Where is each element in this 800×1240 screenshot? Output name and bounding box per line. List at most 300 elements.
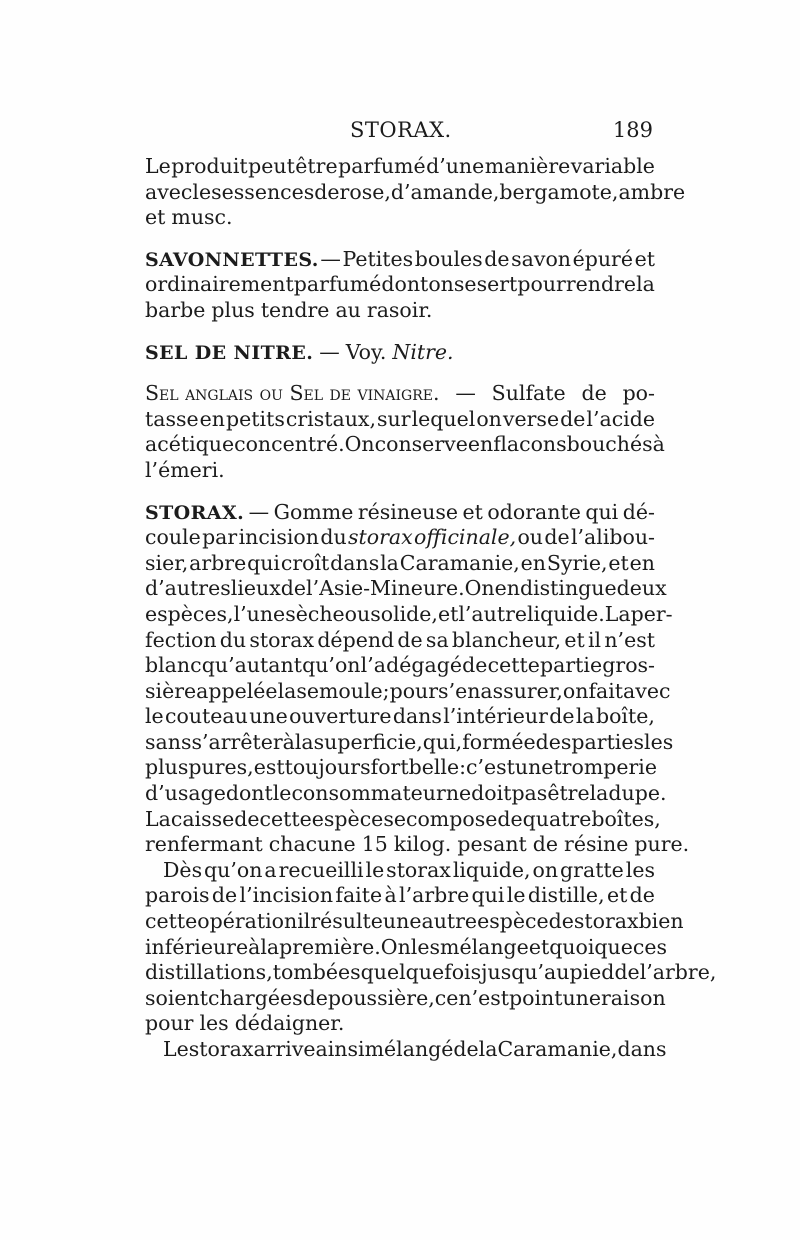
word: arrive (253, 1037, 316, 1061)
word: renfermant (145, 832, 263, 857)
word: l’alibou- (570, 525, 655, 550)
word: pour (389, 678, 439, 703)
word: une (249, 704, 288, 729)
text-line (145, 154, 655, 180)
word: par (202, 525, 238, 550)
word: pour (145, 1011, 194, 1036)
word: barbe (145, 297, 206, 322)
word: ouverture (289, 704, 392, 729)
word: concentré. (234, 432, 345, 457)
word: les (644, 729, 674, 754)
page-number: 189 (612, 118, 653, 142)
word: avec (145, 179, 193, 204)
word: ou (344, 601, 371, 626)
word: petits (226, 406, 285, 431)
word: se (383, 806, 406, 831)
word: storax (249, 627, 315, 652)
word: On (344, 432, 375, 457)
word: mélange (440, 934, 529, 959)
word: la (380, 550, 399, 575)
word: la (260, 934, 280, 959)
word: — (455, 381, 476, 406)
word: sert (476, 272, 518, 297)
word: une (514, 755, 554, 780)
word: épuré (572, 246, 633, 271)
word: d’une (426, 154, 485, 178)
word: à (282, 729, 295, 754)
word: à (248, 934, 261, 959)
word: jusqu’au (481, 960, 570, 985)
word: espèces, (145, 601, 234, 626)
text-line (145, 432, 665, 458)
text-line (145, 247, 655, 273)
word: boîtes, (591, 806, 661, 831)
word: rasoir. (366, 297, 433, 322)
word: la (277, 678, 297, 703)
word: du (320, 525, 347, 550)
word: sur (377, 406, 411, 431)
word: Caramanie, (399, 550, 520, 575)
word: kilog. (393, 832, 452, 857)
word: qu’on (204, 857, 263, 882)
body-text (145, 154, 717, 1063)
word: le (145, 704, 164, 729)
word: gratte (560, 857, 624, 882)
word: et (564, 627, 585, 652)
word: s’en (438, 678, 481, 703)
word: storax (386, 857, 451, 882)
word: blancheur, (451, 627, 562, 652)
word: de (234, 806, 260, 831)
word: flacons (493, 432, 567, 457)
word: parois (145, 883, 210, 908)
word: l’arbre, (639, 960, 717, 985)
text-line (145, 628, 655, 654)
page-header (145, 118, 653, 148)
word: : (459, 755, 466, 780)
text-line (145, 272, 655, 298)
word: liquide. (527, 601, 605, 626)
word: tasse (145, 406, 199, 431)
word: manière (484, 154, 571, 178)
word: On (464, 576, 495, 601)
word: Voy. (345, 339, 387, 364)
text-line (145, 755, 655, 781)
text-line (145, 500, 655, 526)
word: boules (414, 246, 483, 271)
text-line (145, 601, 673, 628)
word: plus (145, 755, 189, 780)
word: gros- (602, 653, 655, 678)
word: résineuse (357, 499, 459, 524)
word: rendre (565, 272, 637, 297)
word: de (560, 406, 586, 431)
word: tombées (272, 960, 361, 985)
word: Le (145, 154, 171, 178)
word: fait (588, 678, 624, 703)
word: s’arrêter (191, 729, 283, 754)
word: appelée (196, 678, 278, 703)
word: être (547, 781, 590, 806)
word: caisse (170, 806, 235, 831)
word: Syrie, (546, 550, 608, 575)
word: ainsi (315, 1037, 365, 1061)
word: l’a (360, 653, 386, 678)
word: Petites (342, 246, 414, 271)
text-line (145, 934, 668, 961)
word: des (535, 729, 572, 754)
word: parfumé (338, 154, 426, 178)
word: recueilli (278, 857, 364, 882)
word: savon (511, 246, 571, 271)
word: et (606, 883, 628, 908)
text-line (145, 909, 684, 935)
word: pour (517, 272, 566, 297)
text-line (145, 858, 655, 884)
word: conserve (374, 432, 468, 457)
italic-word: officinale, (414, 525, 517, 550)
word: variable (570, 154, 655, 178)
word: sans (145, 729, 192, 754)
word: le (272, 781, 292, 806)
text-line (145, 704, 655, 730)
word: bouchés (566, 432, 653, 457)
italic-word: Nitre. (392, 339, 454, 364)
word: sèche (285, 601, 345, 626)
word: distingue (519, 576, 617, 601)
word: fection (145, 627, 217, 652)
word: La (145, 806, 171, 831)
word: dépend (317, 627, 395, 652)
word: dans (392, 704, 442, 729)
word: et (634, 246, 655, 271)
word: c’est (466, 755, 515, 780)
word: tendre (260, 297, 330, 322)
word: à (652, 432, 665, 457)
word: d’usage (145, 781, 226, 806)
word: bergamote, (499, 179, 619, 204)
word: solide, (370, 601, 438, 626)
word: lequel (411, 406, 476, 431)
word: de (314, 179, 340, 204)
word: quoique (549, 934, 633, 959)
word: une (382, 909, 422, 934)
word: liquide, (452, 857, 531, 882)
entry-term: SAVONNETTES. (145, 248, 319, 271)
running-head: STORAX. (350, 118, 452, 142)
text-line (145, 407, 655, 433)
word: et (608, 550, 629, 575)
word: et (145, 205, 166, 230)
word: produit (171, 154, 248, 178)
word: la (575, 704, 595, 729)
word: de (211, 883, 238, 908)
word: la (636, 272, 655, 297)
word: couteau (165, 704, 248, 729)
word: Le (163, 1037, 189, 1061)
word: ordinairement (145, 272, 294, 297)
word: qui (585, 499, 619, 524)
word: — (320, 246, 341, 271)
word: le (365, 857, 385, 882)
word: espèce (477, 909, 549, 934)
word: de (581, 381, 607, 406)
word: cette (145, 909, 198, 934)
word: autre (421, 909, 478, 934)
word: distillations, (145, 960, 273, 985)
word: parfumé (293, 272, 382, 297)
word: l’incision (239, 883, 334, 908)
word: du (219, 627, 247, 652)
word: de (462, 653, 488, 678)
text-line (145, 729, 674, 756)
text-line (145, 458, 655, 484)
word: quatre (522, 806, 592, 831)
text-line (145, 298, 655, 324)
entry-term: SEL DE NITRE. (145, 341, 314, 364)
word: Gomme (273, 499, 354, 524)
word: cristaux, (285, 406, 376, 431)
word: — (248, 499, 270, 524)
word: On (380, 934, 411, 959)
word: sier, (145, 550, 189, 575)
word: fort (370, 755, 409, 780)
word: les (192, 179, 222, 204)
word: bien (638, 909, 684, 934)
word: les (625, 857, 655, 882)
word: en (494, 576, 520, 601)
word: compose (405, 806, 498, 831)
entry-term: Sel anglais ou Sel de vinaigre. (145, 381, 440, 406)
word: l’autre (458, 601, 527, 626)
word: essences (221, 179, 315, 204)
word: sa (425, 627, 449, 652)
word: pesant (457, 832, 527, 857)
word: pure. (634, 832, 690, 857)
word: n’est (458, 985, 509, 1010)
word: deux (616, 576, 667, 601)
word: quelquefois (360, 960, 482, 985)
word: belle (408, 755, 460, 780)
word: po- (622, 381, 655, 406)
word: dans (330, 550, 380, 575)
word: dé- (622, 499, 655, 524)
word: cette (487, 653, 540, 678)
word: peut (248, 154, 295, 178)
word: de (453, 1037, 479, 1061)
word: qui (471, 883, 505, 908)
word: de (280, 576, 307, 601)
word: ne (445, 781, 472, 806)
word: superficie, (313, 729, 423, 754)
word: les (199, 1011, 229, 1036)
word: inférieure (145, 934, 249, 959)
word: de (497, 806, 523, 831)
word: 15 (361, 832, 388, 857)
word: on (532, 857, 559, 882)
word: poussière, (327, 985, 435, 1010)
word: en (629, 550, 655, 575)
word: dans (617, 1037, 667, 1061)
word: storax (573, 909, 639, 934)
word: résine (564, 832, 629, 857)
text-line (145, 205, 655, 231)
word: soient (145, 985, 208, 1010)
word: partie (540, 653, 603, 678)
word: pas (511, 781, 548, 806)
text-line (145, 576, 667, 602)
word: dégagé (386, 653, 462, 678)
word: semoule; (296, 678, 390, 703)
word: il (587, 627, 602, 652)
word: qu’autant (201, 653, 302, 678)
text-line (145, 340, 655, 366)
word: dont (225, 781, 273, 806)
word: dont (381, 272, 429, 297)
word: qui (247, 550, 280, 575)
text-line (145, 960, 717, 986)
word: musc. (171, 205, 233, 230)
word: per- (630, 601, 673, 626)
word: d’autres (145, 576, 231, 601)
word: acétique (145, 432, 235, 457)
text-line (145, 781, 667, 807)
text-line (145, 179, 686, 206)
word: l’Asie-Mineure. (306, 576, 465, 601)
word: faite (335, 883, 383, 908)
word: l’une (233, 601, 286, 626)
word: l’acide (586, 406, 655, 431)
word: première. (279, 934, 381, 959)
word: consommateur (291, 781, 446, 806)
text-line (145, 653, 655, 679)
word: on (476, 406, 502, 431)
text-line (145, 678, 671, 705)
text-line (145, 832, 690, 858)
word: verse (502, 406, 560, 431)
word: qui, (422, 729, 463, 754)
word: ce (434, 985, 459, 1010)
word: blanc (145, 653, 202, 678)
word: ou (517, 525, 544, 550)
word: de (532, 832, 559, 857)
word: de (302, 985, 328, 1010)
word: — (319, 339, 340, 364)
word: mélangé (364, 1037, 454, 1061)
italic-word: storax (348, 525, 413, 550)
word: espèce (311, 806, 384, 831)
word: boîte, (595, 704, 655, 729)
word: on (428, 272, 454, 297)
word: point (508, 985, 563, 1010)
word: assurer, (480, 678, 563, 703)
word: il (297, 909, 311, 934)
word: toujours (284, 755, 371, 780)
word: formée (462, 729, 536, 754)
word: est (253, 755, 285, 780)
word: l’émeri. (145, 457, 225, 482)
word: Caramanie, (497, 1037, 618, 1061)
word: ces (632, 934, 668, 959)
word: dédaigner. (234, 1011, 345, 1036)
word: doit (471, 781, 512, 806)
word: chacune (268, 832, 356, 857)
word: tromperie (553, 755, 657, 780)
word: parties (571, 729, 645, 754)
word: lieux (230, 576, 281, 601)
word: n’est (604, 627, 655, 652)
word: pures, (188, 755, 254, 780)
word: une (562, 985, 601, 1010)
word: Dès (163, 857, 203, 882)
word: de (549, 704, 575, 729)
word: de (544, 525, 570, 550)
word: et (437, 601, 459, 626)
word: la (589, 781, 609, 806)
text-line (145, 381, 655, 407)
word: incision (238, 525, 319, 550)
word: au (335, 297, 361, 322)
word: croît (280, 550, 330, 575)
word: arbre (189, 550, 247, 575)
word: coule (145, 525, 201, 550)
word: rose, (339, 179, 391, 204)
word: avec (623, 678, 671, 703)
word: à (384, 883, 397, 908)
word: en (520, 550, 546, 575)
word: plus (211, 297, 255, 322)
word: en (467, 432, 494, 457)
word: les (410, 934, 440, 959)
word: de (629, 883, 655, 908)
word: raison (601, 985, 666, 1010)
word: de (484, 246, 510, 271)
text-line (145, 806, 661, 833)
text-line (145, 1037, 667, 1063)
word: et (528, 934, 550, 959)
word: storax (188, 1037, 254, 1061)
word: d’amande, (390, 179, 500, 204)
word: la (294, 729, 314, 754)
word: sière (145, 678, 197, 703)
word: cette (259, 806, 312, 831)
word: ambre (618, 179, 686, 204)
word: de (548, 909, 574, 934)
word: le (506, 883, 526, 908)
word: la (478, 1037, 498, 1061)
word: en (199, 406, 226, 431)
word: et (462, 499, 483, 524)
word: être (295, 154, 338, 178)
text-line (145, 883, 655, 909)
entry-term: STORAX. (145, 501, 245, 524)
word: pied (569, 960, 615, 985)
word: opération (197, 909, 298, 934)
word: a (264, 857, 277, 882)
text-line (145, 525, 655, 551)
word: odorante (487, 499, 581, 524)
text-line (145, 551, 655, 577)
word: de (614, 960, 640, 985)
word: l’intérieur (443, 704, 548, 729)
word: on (562, 678, 589, 703)
word: Sulfate (491, 381, 566, 406)
word: résulte (310, 909, 383, 934)
word: chargées (208, 985, 303, 1010)
text-line (145, 1011, 655, 1037)
word: qu’on (302, 653, 361, 678)
word: La (604, 601, 631, 626)
